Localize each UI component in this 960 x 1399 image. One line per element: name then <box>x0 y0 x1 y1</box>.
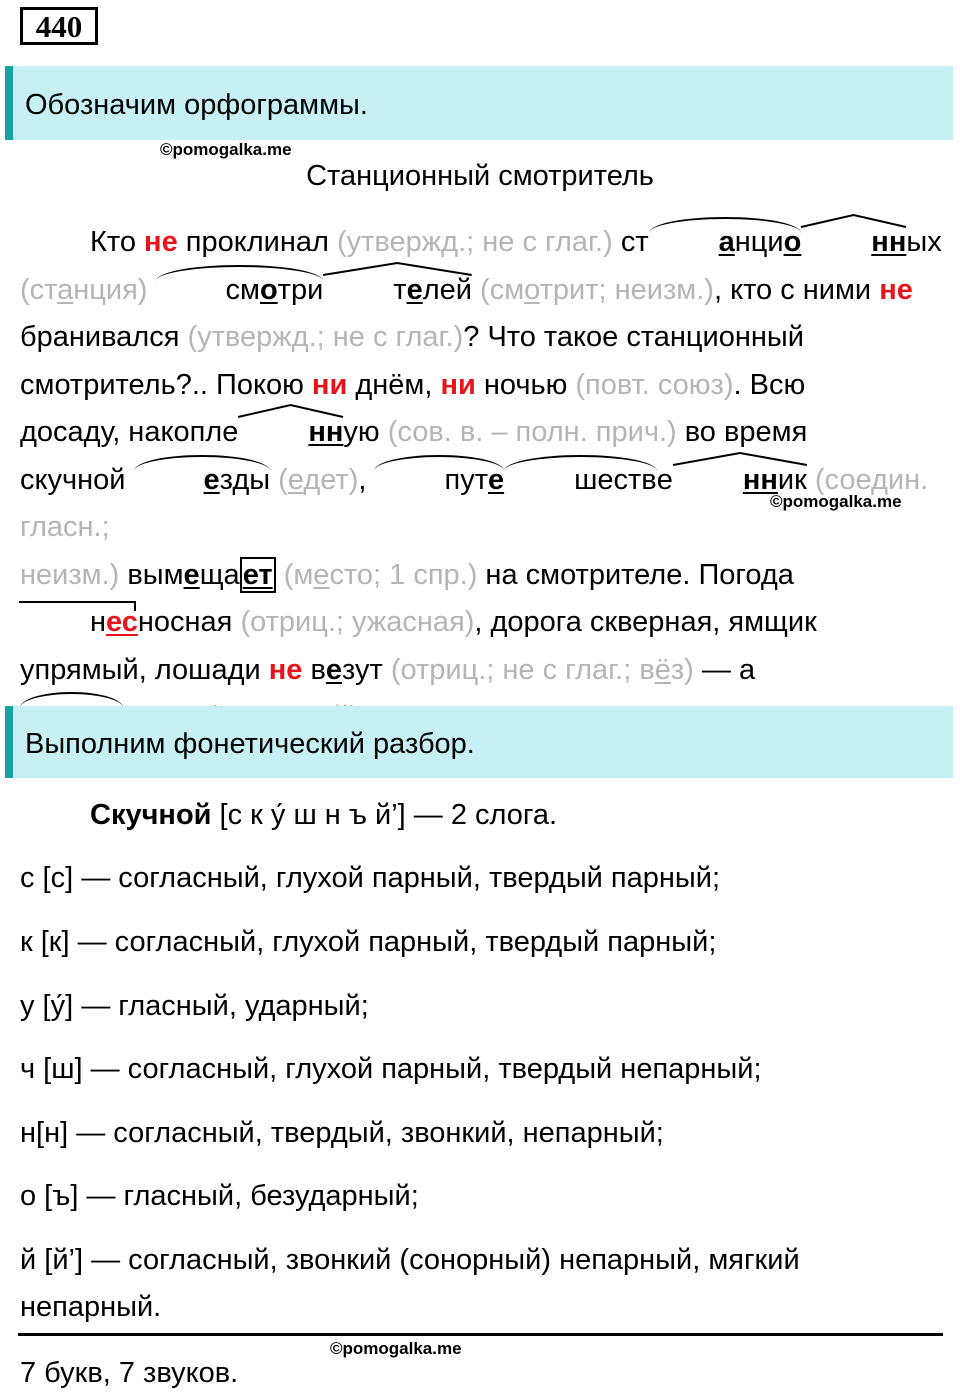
comment: трит; неизм.) <box>539 273 714 306</box>
text-run: — а <box>693 653 756 686</box>
watermark: ©pomogalka.me <box>770 492 902 511</box>
orthogram: нн <box>308 416 344 448</box>
text-run: шеств <box>574 463 657 496</box>
comment: (м <box>275 558 314 591</box>
phonetic-line: й [й’] — согласный, звонкий (сонорный) непарный, мягкий непарный. <box>20 1244 800 1323</box>
text-run: н <box>90 606 107 638</box>
comment: сто; 1 спр.) <box>329 558 478 591</box>
root-arc <box>134 457 271 505</box>
comment: (отриц.; не с глаг.; в <box>390 653 655 686</box>
comment: (повт. союз) <box>575 368 734 401</box>
text-run: смотритель?.. Покою <box>20 368 312 401</box>
text-run: лей <box>422 273 472 306</box>
comment: (отриц.; ужасная) <box>240 606 475 638</box>
comment: з) <box>670 653 694 686</box>
text-run: скучной <box>20 463 134 496</box>
text-run: , кто с ними <box>713 273 880 306</box>
text-run: ща <box>199 558 240 591</box>
text-run: три <box>277 273 324 306</box>
text-title: Станционный смотритель <box>306 160 654 192</box>
orthogram: а <box>718 226 735 258</box>
comment: (утвержд.; не с глаг.) <box>336 226 613 258</box>
text-run: см <box>225 273 260 306</box>
comment: дет) <box>303 463 359 496</box>
comment: (ст <box>20 273 58 306</box>
phonetic-line: к [к] — согласный, глухой парный, твердый парный; <box>20 926 717 958</box>
text-run: , <box>358 463 375 496</box>
particle-ne: не <box>879 273 913 306</box>
paragraph <box>20 219 950 742</box>
text-run: бранивался <box>20 321 188 353</box>
comment-orthogram: о <box>524 273 540 306</box>
phonetic-line: с [с] — согласный, глухой парный, твердый парный; <box>20 862 721 894</box>
orthogram: е <box>406 273 423 306</box>
particle-ni: ни <box>311 368 348 401</box>
root-arc <box>156 267 324 315</box>
prefix-mark <box>20 599 138 647</box>
text-run: ст <box>612 226 649 258</box>
phonetic-heading <box>90 799 557 832</box>
transcription: [с к у́ ш н ъ й’] — 2 слога. <box>211 799 558 831</box>
orthogram: е <box>183 558 200 591</box>
text-run: носная <box>137 606 241 638</box>
orthogram: о <box>259 273 278 306</box>
orthogram: е <box>487 463 505 496</box>
root-arc <box>649 219 802 267</box>
orthogram: нн <box>871 226 907 258</box>
text-run: на смотрителе. Погода <box>477 558 794 591</box>
summary: 7 букв, 7 звуков. <box>20 1357 239 1389</box>
orthogram: е <box>325 653 343 686</box>
divider <box>18 1333 943 1336</box>
suffix-roof <box>238 409 343 457</box>
comment: (соедин. гласн.; <box>20 463 929 543</box>
text-run: во время <box>676 416 808 448</box>
watermark: ©pomogalka.me <box>160 140 292 159</box>
suffix-roof <box>323 267 472 315</box>
task-number: 440 <box>20 7 98 45</box>
comment-orthogram: е <box>313 558 330 591</box>
particle-ni: ни <box>440 368 476 401</box>
comment: (сов. в. – полн. прич.) <box>387 416 677 448</box>
comment-orthogram: е <box>287 463 304 496</box>
text-run: зды <box>219 463 271 496</box>
section-banner-orthograms <box>5 66 953 140</box>
text-run: пут <box>444 463 488 496</box>
text-run: е <box>656 463 673 496</box>
section-banner-phonetic <box>5 706 953 778</box>
text-run: днём, <box>347 368 441 401</box>
phonetic-line: ч [ш] — согласный, глухой парный, твердый непарный; <box>20 1053 762 1085</box>
section-title: Выполним фонетический разбор. <box>25 728 475 760</box>
comment-orthogram: ё <box>654 653 671 686</box>
text-run: ? Что такое станционный <box>463 321 804 353</box>
text-run <box>147 274 155 306</box>
phonetic-line: у [у́] — гласный, ударный; <box>20 990 369 1022</box>
ending-box: ет <box>240 557 276 593</box>
root-arc <box>374 457 504 505</box>
comment: (утвержд.; не с глаг.) <box>187 321 464 353</box>
text-run: ых <box>906 226 942 258</box>
section-title: Обозначим орфограммы. <box>25 89 368 121</box>
text-run: ик <box>777 463 807 496</box>
text-run: проклинал <box>177 226 337 258</box>
orthogram-prefix: ес <box>106 606 138 638</box>
comment: ( <box>270 463 288 496</box>
text-run: зут <box>342 653 391 686</box>
comment-orthogram: а <box>57 273 74 306</box>
orthogram: о <box>783 226 802 258</box>
comment: (см <box>471 273 525 306</box>
comment: неизм.) <box>20 558 120 591</box>
text-run: нци <box>734 226 784 258</box>
suffix-roof <box>801 219 906 267</box>
comment: нция) <box>73 273 148 306</box>
particle-ne: не <box>144 226 178 258</box>
text-run: ую <box>343 416 388 448</box>
exercise-text <box>20 219 950 742</box>
phonetic-line: н[н] — согласный, твердый, звонкий, непарный; <box>20 1117 664 1149</box>
orthogram: е <box>203 463 220 496</box>
text-run: упрямый, лошади <box>20 653 269 686</box>
text-run: Кто <box>90 226 145 258</box>
text-run: вым <box>119 558 184 591</box>
text-run: , дорога скверная, ямщик <box>474 606 817 638</box>
text-run: . Всю <box>733 368 806 401</box>
orthogram: нн <box>742 463 778 496</box>
text-run: ночью <box>475 368 576 401</box>
text-run: в <box>302 653 326 686</box>
analyzed-word: Скучной <box>90 799 212 831</box>
phonetic-line: о [ъ] — гласный, безударный; <box>20 1180 419 1212</box>
text-run: т <box>393 273 407 306</box>
particle-ne: не <box>268 653 303 686</box>
watermark: ©pomogalka.me <box>330 1339 462 1358</box>
root-arc <box>504 457 657 505</box>
text-run: досаду, накопле <box>20 416 239 448</box>
